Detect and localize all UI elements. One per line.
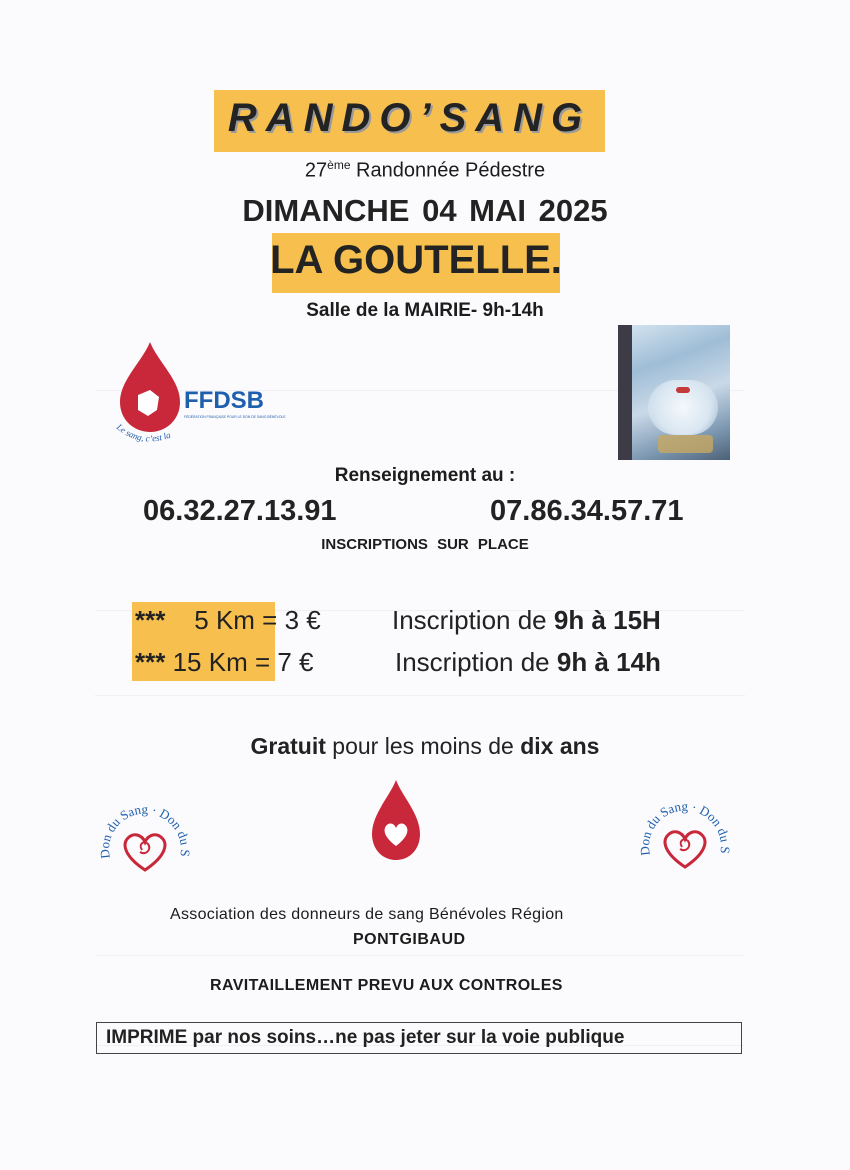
ravitaillement-note: RAVITAILLEMENT PREVU AUX CONTROLES xyxy=(210,977,563,994)
ffdsb-fullname: FÉDÉRATION FRANÇAISE POUR LE DON DE SANG BÉNÉVOLE xyxy=(184,415,286,419)
phone-number-1: 06.32.27.13.91 xyxy=(143,495,337,527)
ffdsb-name: FFDSB xyxy=(184,387,264,414)
event-place: LA GOUTELLE. xyxy=(270,238,562,282)
price-5km: *** 5 Km = 3 € xyxy=(135,605,321,635)
don-du-sang-text-left: Don du Sang · Don du S xyxy=(98,801,192,860)
subtitle: 27ème Randonnée Pédestre xyxy=(304,158,546,182)
blood-drop-heart-icon xyxy=(370,780,422,862)
registration-hours-15km: Inscription de 9h à 14h xyxy=(395,647,661,677)
free-under-ten: Gratuit pour les moins de dix ans xyxy=(250,733,600,759)
association-region: PONTGIBAUD xyxy=(353,931,466,948)
registration-note: INSCRIPTIONS SUR PLACE xyxy=(321,536,529,553)
ffdsb-logo-icon xyxy=(112,340,292,450)
association-name: Association des donneurs de sang Bénévoles Région xyxy=(170,906,564,923)
imprime-note: IMPRIME par nos soins…ne pas jeter sur la voie publique xyxy=(106,1027,625,1048)
phone-number-2: 07.86.34.57.71 xyxy=(490,495,684,527)
venue-hours: Salle de la MAIRIE- 9h-14h xyxy=(306,300,544,321)
poster-title: RANDO’SANG xyxy=(227,96,592,140)
don-du-sang-text-right: Don du Sang · Don du S xyxy=(638,798,732,857)
svg-text:Don du Sang · Don du Sang · xyxy=(98,798,192,859)
water-bottles-photo xyxy=(618,325,730,460)
event-date: DIMANCHE 04 MAI 2025 xyxy=(242,193,608,228)
don-du-sang-heart-icon xyxy=(638,795,732,889)
don-du-sang-heart-icon xyxy=(98,798,192,892)
info-label: Renseignement au : xyxy=(334,465,516,486)
svg-text:Don du Sang · Don du Sang · xyxy=(638,795,732,856)
ffdsb-slogan: Le sang, c’est la xyxy=(114,421,172,444)
price-15km: *** 15 Km = 7 € xyxy=(135,647,314,677)
registration-hours-5km: Inscription de 9h à 15H xyxy=(392,605,661,635)
